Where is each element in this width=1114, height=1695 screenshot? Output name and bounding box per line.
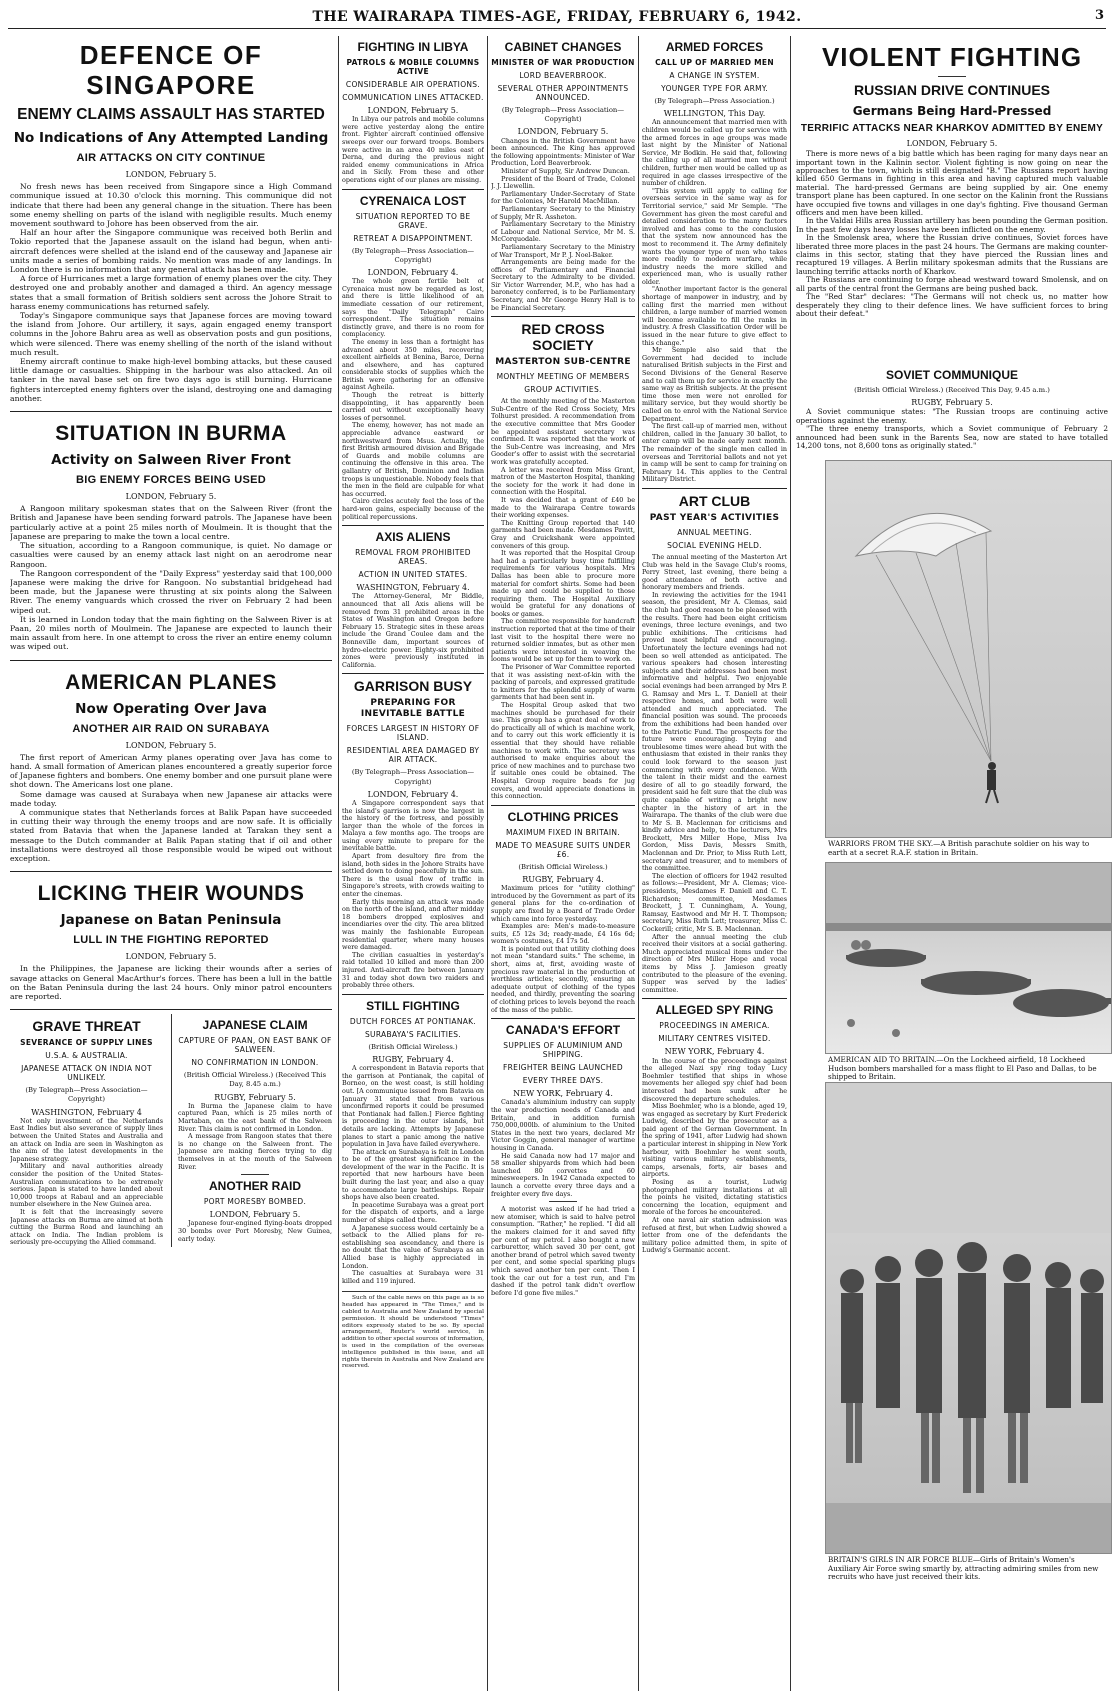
dateline: LONDON, February 5. [125, 740, 217, 750]
subheadline: COMMUNICATION LINES ATTACKED. [342, 93, 484, 102]
article-licking-their-wounds [10, 882, 332, 1001]
subheadline: PAST YEAR'S ACTIVITIES [649, 512, 780, 523]
paragraph: Arrangements are being made for the offices of Parliamentary and Financial Secretary to the Admiralty to be divided. Sir Victor Warrender, M.P., who has had a baronetcy conferred, is to be Parliamentary Secretary, and Mr George Henry Hall is to be Financial Secretary. [491, 258, 635, 312]
paragraph: Cairo circles acutely feel the loss of the hard-won gains, especially because of the political repercussions. [342, 497, 484, 521]
paragraph: Half an hour after the Singapore communique was received both Berlin and Tokio reported that the Japanese assault on the island had begun, when anti-aircraft defences were shelled at the island end of the causeway and Japanese air units made a series of bombing raids. No mention was made of any landings. In London there is no information that any general attack has been made. [10, 228, 332, 275]
photo-caption: AMERICAN AID TO BRITAIN.—On the Lockheed airfield, 18 Lockheed Hudson bombers marshalled for a mass flight to El Paso and Dallas, to be shipped to Britain. [828, 1055, 1097, 1081]
dateline: LONDON, February 5. [209, 1210, 301, 1220]
column-rule [487, 36, 488, 1691]
subheadline: EVERY THREE DAYS. [522, 1076, 604, 1086]
paragraph: In the Philippines, the Japanese are licking their wounds after a series of savage attacks on General MacArthur's forces. There has been a lull in the battle on the Batan Peninsula during the last 24 hours. Only minor patrol encounters are reported. [10, 964, 332, 1001]
headline: ART CLUB [678, 492, 751, 509]
subheadline: Japanese on Batan Peninsula [60, 912, 282, 929]
headline: ALLEGED SPY RING [655, 1003, 774, 1018]
article-american-planes [10, 671, 332, 864]
parachute-illustration [826, 461, 1111, 837]
paragraph: A Japanese success would certainly be a setback to the Allied plans for re-establishing sea ascendancy, and there is no doubt that the value of Surabaya as an Allied base is highly appreciated in London. [342, 1223, 484, 1270]
dateline: WASHINGTON, February 4. [356, 583, 470, 593]
headline: ANOTHER RAID [209, 1179, 301, 1194]
article-grave-threat [10, 1014, 163, 1247]
paragraph: In reviewing the activities for the 1941 season, the president, Mr A. Clemas, said the club had good reason to be pleased with the results. There had been eight criticism evenings, three lecture evenings, and two public exhibitions. The criticisms had proved most helpful and encouraging. Unfortunately the lecture evenings had not been so well attended as anticipated. The various speakers had chosen interesting subjects and their addresses had been most informative and helpful. Two enjoyable social evenings had been arranged by Mrs P. G. Ramsay and Mrs L. T. Daniell at their respective homes, and both were well attended and much appreciated. The financial position was sound. The proceeds from the exhibitions had been handed over to the Patriotic Fund. The prospects for the future were encouraging. Trying and troublesome times were ahead but with the enthusiasm that existed in their ranks they could look forward to the season just commencing with every confidence. With the talent in their midst and the earnest desire of all to go steadily forward, the president said he felt sure that the club was quite capable of writing a bright new chapter in the history of art in the Wairarapa. The thanks of the club were due to Mr S. B. Maclennan for criticisms and kindly advice and help, to the lecturers, Mrs Brockett, Mrs Miller Hope, Miss Iva Gordon, Miss Davis, Messrs Smith, Maclennan and Dr. Prior, to Miss Ruth Lett, secretary and treasurer, and to members of the committee. [642, 590, 787, 873]
credit: (By Telegraph—Press Association—Copyright) [351, 768, 475, 786]
paragraph: A Soviet communique states: "The Russian troops are continuing active operations against the enemy. [796, 407, 1108, 425]
headline: GARRISON BUSY [353, 678, 473, 695]
column-3 [491, 36, 635, 1688]
subheadline: SURABAYA'S FACILITIES. [364, 1029, 462, 1039]
subheadline: MADE TO MEASURE SUITS UNDER £6. [495, 840, 631, 859]
article-garrison-busy [342, 678, 484, 989]
subheadline: SEVERANCE OF SUPPLY LINES [20, 1038, 153, 1048]
article-canadas-effort [491, 1023, 635, 1297]
subheadline: SEVERAL OTHER APPOINTMENTS ANNOUNCED. [497, 84, 629, 102]
subheadline: Now Operating Over Java [75, 700, 267, 717]
subheadline: AIR ATTACKS ON CITY CONTINUE [76, 152, 266, 164]
subheadline: REMOVAL FROM PROHIBITED AREAS. [355, 548, 471, 567]
headline: LICKING THEIR WOUNDS [37, 882, 305, 906]
paragraph: In Burma the Japanese claim to have captured Paan, which is 25 miles north of Martaban, on the east bank of the Salween River. This claim is not confirmed in London. [178, 1101, 332, 1133]
headline: STILL FIGHTING [366, 998, 460, 1013]
column-rule [338, 36, 339, 1691]
paragraph: Today's Singapore communique says that Japanese forces are moving toward the island from Johore. Our artillery, it says, again engaged enemy transport columns in the Johore Bahru area as well as observation posts and gun positions, which were silenced. There was enemy shelling of the north of the island without much result. [10, 311, 332, 357]
subheadline: LULL IN THE FIGHTING REPORTED [73, 934, 269, 947]
paragraph: In the Smolensk area, where the Russian drive continues, Soviet forces have liberated three more places in the past 24 hours. The Germans are making counter-claims in this sector, stating that they have pierced the Russian lines and recaptured 19 villages. A Berlin military spokesman admits that the Russians are launching terrific attacks north of Kharkov. [796, 233, 1108, 276]
subheadline: PORT MORESBY BOMBED. [203, 1197, 307, 1207]
anecdote: A motorist was asked if he had tried a new atomiser, which is said to halve petrol consumption. "Rather," he replied. "I did all the makers claimed for it and saved fifty per cent of my petrol. I also bought a new carburettor, which saved 30 per cent, got another brand of petrol which saved twenty per cent, and some special sparking plugs which saved another ten per cent. Then I took the car out for a test run, and I'm dashed if the petrol tank didn't overflow before I'd gone five miles." [491, 1205, 635, 1297]
headline: CLOTHING PRICES [507, 809, 619, 824]
paragraph: Not only investment of the Netherlands East Indies but also severance of supply lines between the United States and Australia and an attack on India are seen in Washington as the aim of the latest developments in the Japanese strategy. [10, 1116, 163, 1163]
article-cyrenaica-lost [342, 194, 484, 522]
subheadline: LORD BEAVERBROOK. [519, 71, 607, 80]
headline: GRAVE THREAT [32, 1018, 141, 1035]
credit: (British Official Wireless.) (Received This Day, 8.45 a.m.) [183, 1071, 327, 1089]
subheadline: Germans Being Hard-Pressed [852, 104, 1052, 118]
paragraph: The first call-up of married men, without children, called in the January 30 ballot, to enter camp will be made early next month. The remainder of the single men called in overseas and Territorial ballots and not yet in camp will be sent to camp for training on February 14. This applies to the Central Military District. [642, 422, 787, 484]
column-left [10, 36, 332, 1688]
paragraph: Posing as a tourist, Ludwig photographed military installations at all the points he visited, dictating statistics concerning the location, equipment and morale of the forces he encountered. [642, 1178, 787, 1217]
paragraph: Early this morning an attack was made on the north of the island, and after midday 18 bombers dropped explosives and incendiaries over the city. The area blitzed was mainly the fashionable European residential quarter, where many houses were damaged. [342, 897, 484, 952]
divider [642, 488, 787, 489]
subheadline: CAPTURE OF PAAN, ON EAST BANK OF SALWEEN. [178, 1036, 332, 1055]
subheadline: MONTHLY MEETING OF MEMBERS [496, 372, 630, 382]
paragraph: It is felt that the increasingly severe Japanese attacks on Burma are aimed at both cutting the Burma Road and launching an attack on India. The Indian problem is seriously pre-occupying the Allied command. [10, 1207, 163, 1247]
bottom-right-stack [171, 1014, 332, 1247]
footnote: Such of the cable news on this page as is so headed has appeared in "The Times," and is cabled to Australia and New Zealand by special permission. It should be understood "Times" editors expressly stated to be so. By special arrangement, Reuter's world service, in addition to other special sources of information, is used in the compilation of the overseas intelligence published in this issue, and all rights therein in Australia and New Zealand are reserved. [342, 1291, 484, 1370]
column-rule [638, 36, 639, 1691]
subheadline: SITUATION REPORTED TO BE GRAVE. [355, 211, 471, 230]
article-art-club [642, 493, 787, 994]
paragraph: Enemy aircraft continue to make high-level bombing attacks, but these caused little damage or casualties. Shipping in the harbour was also attacked. An oil tanker in the naval base set on fire two days ago is still burning. Hurricane fighters intercepted enemy fighters over the island, destroying one and damaging another. [10, 357, 332, 403]
column-rule [790, 36, 791, 1691]
dateline: LONDON, February 5. [517, 127, 609, 137]
paragraph: The Knitting Group reported that 140 garments had been made. Mesdames Pavitt, Gray and Cruickshank were appointed conveners of this group. [491, 518, 635, 550]
dateline: LONDON, February 5. [125, 170, 217, 179]
article-axis-aliens [342, 530, 484, 669]
paragraph: The Prisoner of War Committee reported that it was assisting next-of-kin with the packing of parcels, and expressed gratitude to knitters for the splendid supply of warm garments that had been sent in. [491, 663, 635, 702]
divider [642, 998, 787, 999]
article-still-fighting [342, 999, 484, 1370]
divider [10, 871, 332, 872]
article-clothing-prices [491, 810, 635, 1015]
subheadline: BIG ENEMY FORCES BEING USED [75, 474, 267, 487]
article-fighting-in-libya [342, 40, 484, 185]
paragraph: "Another important factor is the general shortage of manpower in industry, and by calling first the married men without children, a large number of married women will become available to fill the ranks in industry. A fresh Classification Order will be issued in the near future to give effect to this change." [642, 285, 787, 347]
bombers-illustration [826, 863, 1111, 1053]
paragraph: The Hospital Group asked that two machines should be purchased for their use. This group has a great deal of work to do practically all of which is machine work, and to carry out this work efficiently it is essential that they should have reliable machines to work with. The secretary was authorised to make enquiries about the price of new machines and to purchase two if suitable ones could be obtained. The Hospital Group require beads for jug covers, and would appreciate donations in this connection. [491, 701, 635, 801]
headline: VIOLENT FIGHTING [821, 42, 1083, 72]
paragraph: After the annual meeting the club received their visitors at a social gathering. Much appreciated musical items under the direction of Mrs Miller Hope and vocal items by Miss J. Jamieson greatly contributed to the pleasure of the evening. Supper was served by the ladies' committee. [642, 932, 787, 994]
divider [342, 525, 484, 526]
subheadline: ANOTHER AIR RAID ON SURABAYA [72, 722, 270, 735]
divider [491, 316, 635, 317]
column-2 [342, 36, 484, 1688]
article-alleged-spy-ring [642, 1003, 787, 1255]
paragraph: "The three enemy transports, which a Soviet communique of February 2 announced had been sunk in the Barents Sea, now are stated to have totalled 14,200 tons, not 8,600 tons as originally stated." [796, 424, 1108, 451]
dateline: LONDON, February 5. [906, 139, 998, 148]
headline: CYRENAICA LOST [359, 193, 467, 208]
subheadline: U.S.A. & AUSTRALIA. [45, 1051, 128, 1061]
article-defence-of-singapore [10, 40, 332, 403]
headline: DEFENCE OF SINGAPORE [79, 40, 263, 100]
paragraph: A force of Hurricanes met a large formation of enemy planes over the city. They destroyed one and probably another and damaged a third. An agency message states that a small formation of British soldiers sent across the Johore Strait to harass enemy communications has returned safely. [10, 274, 332, 311]
divider [10, 411, 332, 412]
paragraph: At the monthly meeting of the Masterton Sub-Centre of the Red Cross Society, Mrs Tolhurst presided. A recommendation from the executive committee that Mrs Gooder be appointed assistant secretary was confirmed. It was reported that the work of the Sub-Centre was increasing, and Mrs Gooder's offer to assist with the secretarial work was gratefully accepted. [491, 397, 635, 467]
headline: ARMED FORCES [665, 40, 764, 54]
masthead-title: THE WAIRARAPA TIMES-AGE, FRIDAY, FEBRUARY 6, 1942. [312, 9, 802, 25]
paragraph: The enemy, however, has not made an appreciable advance eastward or northwestward from Msus. Actually, the first British armoured division and Brigade of Guards and mobile columns are continuing the offensive in this area. The gallantry of British, Dominion and Indian troops is unquestionable. Nobody feels that the men in the field are culpable for what has occurred. [342, 421, 484, 498]
dateline: LONDON, February 5. [367, 106, 459, 115]
headline: CABINET CHANGES [504, 40, 622, 54]
paragraph: The committee responsible for handcraft instruction reported that at the time of their last visit to the hospital there were no returned soldier inmates, but as other men patients were interested in weaving the looms would be set up for them to work on. [491, 617, 635, 664]
dateline: WELLINGTON, This Day. [663, 109, 766, 119]
dateline: LONDON, February 4. [367, 789, 459, 799]
paragraph: Apart from desultory fire from the island, both sides in the Johore Straits have settled down to doing peacefully in the sun. There is the usual flow of traffic in Singapore's streets, with crowds waiting to enter the cinemas. [342, 852, 484, 899]
masthead [8, 6, 1106, 29]
dateline: LONDON, February 5. [125, 952, 217, 962]
subheadline: CALL UP OF MARRIED MEN [655, 58, 774, 67]
paragraph: The Rangoon correspondent of the "Daily Express" yesterday said that 100,000 Japanese were making the drive for Rangoon. No substantial bridgehead had been made, but the Japanese were thrusting at six points along the Salween River. The enemy vanguards which crossed the river on February 2 had been wiped out. [10, 568, 332, 615]
paragraph: Parliamentary Under-Secretary of State for the Colonies, Mr Harold MacMillan. [491, 189, 635, 206]
column-right-top [796, 36, 1108, 358]
paragraph: Military and naval authorities already consider the position of the United States-Australian communications to be extremely serious. Japan is stated to have landed about 10,000 troops at Rabaul and an appreciable number elsewhere in the New Guinea area. [10, 1162, 163, 1209]
subheadline: RUSSIAN DRIVE CONTINUES [853, 82, 1051, 98]
headline: AMERICAN PLANES [65, 670, 277, 694]
paragraph: He said Canada now had 17 major and 58 smaller shipyards from which had been launched 80 corvettes and 60 minesweepers. In 1942 Canada expected to launch a corvette every three days and a freighter every five days. [491, 1151, 635, 1198]
paragraph: The enemy in less than a fortnight has advanced about 350 miles, recovering excellent airfields at Benina, Barce, Derna and elsewhere, and has captured considerable stocks of supplies which the British were gathering for an offensive against Agheila. [342, 337, 484, 392]
subheadline: PATROLS & MOBILE COLUMNS ACTIVE [346, 58, 480, 76]
paragraph: A communique states that Netherlands forces at Balik Papan have succeeded in cutting their way through the enemy troops and are now safe. It is officially stated from Batavia that when the Japanese landed at Tarakan they sent a message to the Dutch commander at Balik Papan stating that if oil and other installations were destroyed all those responsible would be wiped out without exception. [10, 807, 332, 863]
divider [342, 994, 484, 995]
photo-bombers [825, 862, 1112, 1054]
paragraph: The "Red Star" declares: "The Germans will not check us, no matter how desperately they cling to their defence lines. We have sufficient forces to bring about their defeat." [796, 292, 1108, 318]
subheadline: NO CONFIRMATION IN LONDON. [191, 1058, 319, 1068]
paragraph: In peacetime Surabaya was a great port for the dispatch of exports, and a large number of ships called there. [342, 1200, 484, 1225]
article-cabinet-changes [491, 40, 635, 312]
photo-caption: WARRIORS FROM THE SKY.—A British parachute soldier on his way to earth at a secret R.A.F. station in Britain. [828, 839, 1090, 857]
article-soviet-communique [796, 368, 1108, 450]
credit: (British Official Wireless.) [368, 1042, 458, 1051]
subheadline: GROUP ACTIVITIES. [524, 385, 602, 395]
dateline: LONDON, February 4. [367, 267, 459, 277]
divider [10, 660, 332, 661]
paragraph: Though the retreat is bitterly disappointing, it has apparently been carried out without exceptionally heavy losses of personnel. [342, 391, 484, 422]
paragraph: At one naval air station admission was refused at first, but when Ludwig showed a letter from one of the defendants the military police admitted them, in spite of Ludwig's Germanic accent. [642, 1216, 787, 1255]
article-armed-forces [642, 40, 787, 484]
paragraph: Parliamentary Secretary to the Ministry of Supply, Mr R. Assheton. [491, 204, 635, 221]
credit: (By Telegraph—Press Association.) [654, 97, 775, 105]
paragraph: A message from Rangoon states that there is no change on the Salween front. The Japanese are making fierces trying to dig themselves in at the mouth of the Salween River. [178, 1132, 332, 1171]
headline: SOVIET COMMUNIQUE [885, 368, 1018, 382]
dateline: NEW YORK, February 4. [664, 1047, 765, 1057]
paragraph: In the course of the proceedings against the alleged Nazi spy ring today Lucy Boehmler testified that ships in whose movements her alleged spy chief had been interested had been sunk after he discovered the departure schedules. [642, 1056, 787, 1103]
dateline: NEW YORK, February 4. [513, 1089, 613, 1099]
divider [241, 1174, 269, 1175]
paragraph: In the Valdai Hills area Russian artillery has been pounding the German position. In the past few days heavy losses have been inflicted on the enemy. [796, 216, 1108, 234]
subheadline: CONSIDERABLE AIR OPERATIONS. [345, 80, 481, 89]
subheadline: RESIDENTIAL AREA DAMAGED BY AIR ATTACK. [346, 746, 480, 765]
subheadline: TERRIFIC ATTACKS NEAR KHARKOV ADMITTED BY ENEMY [800, 123, 1104, 134]
paragraph: The attack on Surabaya is felt in London to be of the greatest significance in the development of the war in the Pacific. It is reported that new harbours have been built during the last year, and also a quay to accommodate large battleships. Repair shops have also been created. [342, 1147, 484, 1202]
paragraph: A letter was received from Miss Grant, matron of the Masterton Hospital, thanking the society for the work it had done in connection with the Hospital. [491, 465, 635, 497]
marching-girls-illustration [826, 1083, 1111, 1553]
subheadline: MILITARY CENTRES VISITED. [658, 1034, 771, 1044]
column-4 [642, 36, 787, 1688]
page-number: 3 [1094, 8, 1104, 23]
paragraph: Mr Semple also said that the Government had decided to include naturalised British subjects in the First and Second Divisions of the General Reserve and to call them up for service in exactly the same way as British subjects. At the present time those men were not enrolled for military service, but they would shortly be called on to enrol with the National Service Department. [642, 346, 787, 423]
credit: (British Official Wireless.) (Received This Day, 9.45 a.m.) [854, 386, 1050, 394]
paragraph: Minister of Supply, Sir Andrew Duncan. [501, 166, 630, 175]
paragraph: Examples are: Men's made-to-measure suits, £5 12s 3d; ready-made, £4 16s 6d; women's costumes, £4 17s 5d. [491, 922, 635, 946]
dateline: RUGBY, February 4. [522, 874, 604, 884]
paragraph: Parliamentary Secretary to the Ministry of War Transport, Mr P. J. Noel-Baker. [491, 242, 635, 259]
photo-parachute [825, 460, 1112, 838]
paragraph: Changes in the British Government have been announced. The King has approved the following appointments: Minister of War Production, Lord Beaverbrook. [491, 136, 635, 168]
paragraph: President of the Board of Trade, Colonel J. J. Llewellin. [491, 174, 635, 191]
credit: (By Telegraph—Press Association—Copyright) [25, 1086, 148, 1104]
credit: (By Telegraph—Press Association—Copyright) [501, 106, 625, 124]
headline: JAPANESE CLAIM [202, 1018, 308, 1033]
subheadline: PREPARING FOR INEVITABLE BATTLE [360, 698, 466, 720]
subheadline: MINISTER OF WAR PRODUCTION [491, 58, 635, 67]
paragraph: Canada's aluminium industry can supply the war production needs of Canada and Britain, and in addition furnish 750,000,000lb. of aluminium to the United States in the next two years, declared Mr Victor Goggin, general manager of wartime housing in Canada. [491, 1098, 635, 1152]
column-right-soviet [796, 364, 1108, 456]
paragraph: It was reported that the Hospital Group had had a particularly busy time fulfilling requirements for various hospitals. Mrs Dallas has been able to procure more material for comfort shirts. Some had been made up and could be supplied to those requiring them. The Hospital Auxiliary would be grateful for any donations of books or games. [491, 549, 635, 618]
dateline: RUGBY, February 5. [911, 398, 993, 408]
paragraph: The election of officers for 1942 resulted as follows:—President, Mr A. Clemas; vice-presidents, Mesdames F. Daniell and C. T. Richardson; committee, Mesdames Brockett, J. T. Cunningham, A. Young, Ramsay, Eastwood and Mr H. T. Thompson; secretary, Miss Ruth Lett; treasurer, Miss C. Cockerill; critic, Mr S. B. Maclennan. [642, 871, 787, 933]
dateline: RUGBY, February 4. [372, 1054, 454, 1064]
subheadline: RETREAT A DISAPPOINTMENT. [353, 233, 473, 243]
article-another-raid [178, 1179, 332, 1243]
divider [342, 189, 484, 190]
paragraph: It is learned in London today that the main fighting on the Salween River is at Paan, 20 miles north of Moulmein. The Japanese are expected to launch their main assault from here. In one attempt to cross the river an entire enemy column was wiped out. [10, 614, 332, 652]
subheadline: MAXIMUM FIXED IN BRITAIN. [506, 827, 620, 837]
paragraph: Japanese four-engined flying-boats dropped 30 bombs over Port Moresby, New Guinea, early today. [178, 1219, 332, 1243]
divider [10, 1009, 332, 1010]
article-red-cross-society [491, 321, 635, 800]
paragraph: A Rangoon military spokesman states that on the Salween River (front the British and Japanese have been sending forward patrols. The Japanese have been particularly active at a point 25 miles north of Moulmein. It is thought that the Japanese are preparing to make the town a local centre. [10, 504, 332, 541]
subheadline: ACTION IN UNITED STATES. [358, 570, 468, 580]
divider [549, 1201, 577, 1202]
article-japanese-claim [178, 1018, 332, 1171]
headline: SITUATION IN BURMA [55, 422, 287, 446]
subheadline: YOUNGER TYPE FOR ARMY. [661, 84, 768, 93]
photo-waaf-girls [825, 1082, 1112, 1554]
credit: (By Telegraph—Press Association—Copyright) [351, 246, 475, 264]
dateline: LONDON, February 5. [125, 492, 217, 502]
paragraph: It is pointed out that utility clothing does not mean "standard suits." The scheme, in short, aims at, first, avoiding waste of precious raw material in the production of worthless articles; secondly, ensuring an adequate output of clothing of the types needed, and thirdly, preventing the soaring of clothing prices to levels beyond the reach of the mass of the public. [491, 944, 635, 1014]
paragraph: The whole green fertile belt of Cyrenaica must now be regarded as lost, and there is little likelihood of an immediate cessation of our retirement, says the "Daily Telegraph" Cairo correspondent. The situation remains distinctly grave, and there is no room for complacency. [342, 277, 484, 339]
subheadline: JAPANESE ATTACK ON INDIA NOT UNLIKELY. [21, 1064, 152, 1083]
headline: FIGHTING IN LIBYA [357, 40, 469, 54]
paragraph: The annual meeting of the Masterton Art Club was held in the Savage Club's rooms, Perry Street, last evening, there being a good attendance of both active and honorary members and friends. [642, 552, 787, 592]
subheadline: DUTCH FORCES AT PONTIANAK. [349, 1016, 477, 1026]
dateline: WASHINGTON, February 4 [31, 1107, 142, 1117]
paragraph: Miss Boehmler, who is a blonde, aged 19, was engaged as secretary by Kurt Frederick Ludwig, described by the prosecutor as a paid agent of the German Government. In the spring of 1941, after Ludwig had shown a particular interest in shipping in New York harbour, with Boehmler he went south, visiting various military establishments, camps, arsenals, forts, air bases and airports. [642, 1102, 787, 1179]
subheadline: A CHANGE IN SYSTEM. [669, 71, 760, 80]
paragraph: In Libya our patrols and mobile columns were active yesterday along the entire front. Fighter aircraft continued offensive sweeps over our forward troops. Bombers were active in an area 40 miles east of Derna, and during the previous night raided enemy communications in Africa and in Sicily. From these and other operations eight of our planes are missing. [342, 115, 484, 184]
photo-caption: BRITAIN'S GIRLS IN AIR FORCE BLUE—Girls of Britain's Women's Auxiliary Air Force swing smartly by, attracting admiring smiles from new recruits who have just received their kits. [828, 1555, 1099, 1581]
paragraph: Maximum prices for "utility clothing" introduced by the Government as part of its general plans for the co-ordination of supply are fixed by a Board of Trade Order which came into force yesterday. [491, 884, 635, 923]
subheadline: SOCIAL EVENING HELD. [667, 540, 762, 550]
paragraph: The first report of American Army planes operating over Java has come to hand. A small formation of American planes encountered a greatly superior force of Japanese fighters and bombers. One enemy bomber and one pursuit plane were shot down. The Americans lost one plane. [10, 752, 332, 790]
paragraph: It was decided that a grant of £40 be made to the Wairarapa Centre towards their working expenses. [491, 495, 635, 520]
divider [342, 673, 484, 674]
subheadline: MASTERTON SUB-CENTRE [495, 357, 631, 368]
divider [491, 1018, 635, 1019]
subheadline: No Indications of Any Attempted Landing [13, 130, 329, 146]
divider [491, 805, 635, 806]
subheadline: FORCES LARGEST IN HISTORY OF ISLAND. [346, 724, 480, 743]
paragraph: A Singapore correspondent says that the island's garrison is now the largest in the history of the fortress, and possibly larger than the whole of the forces in Malaya a few months ago. The troops are using every minute to prepare for the inevitable battle. [342, 798, 484, 853]
paragraph: "This system will apply to calling for overseas service in the same way as for Territorial service," said Mr Semple. "The Government has given the most careful and detailed consideration to the many factors involved and has come to the conclusion that the system now announced has the most to recommend it. The Army definitely wants the younger type of men who takes more readily to modern warfare, while industry needs the more skilled and experienced man, who is usually rather older. [642, 186, 787, 286]
subheadline: Activity on Salween River Front [51, 452, 291, 469]
article-situation-in-burma [10, 422, 332, 651]
subheadline: SUPPLIES OF ALUMINIUM AND SHIPPING. [503, 1041, 623, 1060]
paragraph: Some damage was caused at Surabaya when new Japanese air attacks were made today. [10, 789, 332, 808]
paragraph: The civilian casualties in yesterday's raid totalled 10 killed and more than 200 injured. Anti-aircraft fire between January 31 and today shot down two raiders and probably three others. [342, 950, 484, 990]
article-violent-fighting [796, 42, 1108, 318]
headline: RED CROSS SOCIETY [521, 321, 605, 354]
paragraph: A correspondent in Batavia reports that the garrison at Pontianak, the capital of Borneo, on the west coast, is still holding out. [A communique issued from Batavia on January 31 stated that from various unconfirmed reports it could be presumed that Pontianak had fallen.] Fierce fighting is proceeding in the outer islands, but details are lacking. Attempts by Japanese planes to start a panic among the native population in Java have failed everywhere. [342, 1064, 484, 1149]
paragraph: The situation, according to a Rangoon communique, is quiet. No damage or casualties were caused by an enemy attack last night on an aerodrome near Rangoon. [10, 541, 332, 569]
paragraph: The casualties at Surabaya were 31 killed and 119 injured. [342, 1269, 484, 1285]
bottom-split [10, 1014, 332, 1247]
paragraph: The Attorney-General, Mr Biddle, announced that all Axis aliens will be removed from 31 prohibited areas in the States of Washington and Oregon before February 15. Strategic sites in these areas include the Grand Coulee dam and the Bonneville dam, important sources of hydro-electric power. Eighty-six prohibited zones were previously instituted in California. [342, 592, 484, 669]
paragraph: An announcement that married men with children would be called up for service with the armed forces in age groups was made last night by the Minister of National Service, Mr Bodkin. He said that, following the calling up of all married men without children, further men would be called up as required in age classes irrespective of the number of children. [642, 118, 787, 188]
paragraph: Parliamentary Secretary to the Ministry of Labour and National Service, Mr M. S. McCorquodale. [491, 220, 635, 244]
headline: CANADA'S EFFORT [505, 1023, 621, 1038]
dateline: RUGBY, February 5. [214, 1092, 296, 1102]
subheadline: ANNUAL MEETING. [677, 527, 752, 537]
paragraph: There is more news of a big battle which has been raging for many days near an important town in the Kalinin sector. Violent fighting is now going on near the approaches to the town, which is still designated "B." The Russians report having killed 650 Germans in fighting in this area and having captured much valuable material. The hard-pressed Germans are being supplied by air. One enemy transport plane has been captured. In one sector on the Kalinin front the Russians have occupied five towns and villages in one day's fighting. Five thousand German officers and men have been killed. [796, 149, 1108, 218]
divider [938, 76, 966, 77]
headline: AXIS ALIENS [375, 530, 451, 545]
subheadline: FREIGHTER BEING LAUNCHED [503, 1063, 623, 1073]
subheadline: PROCEEDINGS IN AMERICA. [659, 1021, 770, 1031]
paragraph: The Russians are continuing to forge ahead westward toward Smolensk, and on all parts of the central front the Germans are being pushed back. [796, 275, 1108, 293]
paragraph: No fresh news has been received from Singapore since a High Command communique issued at 10.30 o'clock this morning. This communique did not indicate that there had been any general change in the situation. There has been some enemy shelling on parts of the island with negligible results. Much enemy movement southward to Johore has been observed from the air. [10, 182, 332, 229]
subheadline: ENEMY CLAIMS ASSAULT HAS STARTED [17, 106, 325, 123]
credit: (British Official Wireless.) [518, 862, 608, 871]
